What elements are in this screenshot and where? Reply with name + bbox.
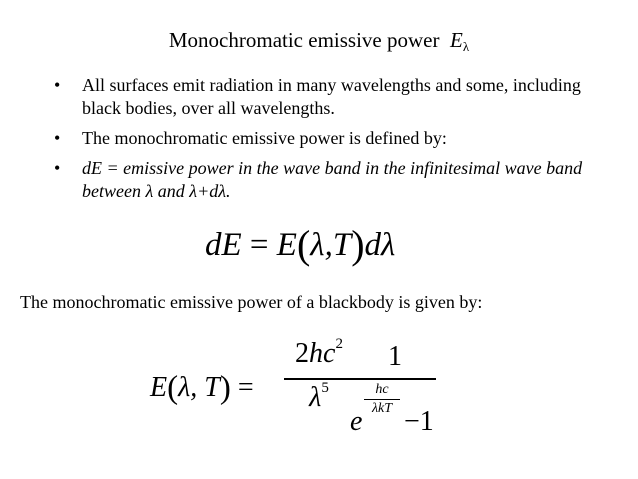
- eq1-lhs: dE: [205, 227, 242, 263]
- eq2-fraction-bar-2: [348, 378, 436, 380]
- bullet-marker: •: [54, 158, 61, 178]
- eq1-rparen: ): [351, 222, 365, 267]
- bullet-list: [54, 74, 624, 210]
- bullet-marker: •: [54, 128, 61, 148]
- eq1-tail: dλ: [364, 227, 396, 263]
- eq2-equals: =: [237, 372, 254, 403]
- title-text: Monochromatic emissive power: [168, 28, 440, 52]
- eq2-rparen: ): [219, 370, 231, 406]
- bullet-item-2: [54, 127, 624, 150]
- equation-planck: [150, 335, 450, 458]
- bullet-item-3: [54, 157, 624, 203]
- bullet-item-1: [54, 74, 624, 120]
- eq1-lparen: (: [296, 222, 311, 267]
- eq1-args: λ,T: [310, 227, 352, 263]
- eq2-num-vars: hc: [309, 338, 336, 369]
- eq2-exp-bar: [364, 399, 400, 400]
- eq2-exponent: [362, 382, 402, 417]
- eq2-den-var: λ: [309, 382, 322, 413]
- bullet-text: All surfaces emit radiation in many wavelengths and some, including black bodies, over all wavelengths.: [82, 75, 581, 118]
- eq2-fraction-bar: [284, 378, 354, 380]
- eq2-exp-num: hc: [375, 382, 389, 397]
- eq2-exp-den: λkT: [371, 401, 393, 416]
- blackbody-paragraph: The monochromatic emissive power of a blackbody is given by:: [20, 292, 483, 312]
- title-subscript: λ: [462, 39, 470, 54]
- slide-title: [0, 28, 638, 53]
- eq2-fraction-prefactor: [284, 335, 354, 413]
- eq2-numerator: [284, 335, 354, 370]
- bullet-text: The monochromatic emissive power is defined by:: [82, 128, 447, 148]
- eq1-fn: E: [276, 227, 297, 263]
- title-symbol: E: [449, 28, 463, 52]
- bullet-marker: •: [54, 75, 61, 95]
- eq2-one: 1: [388, 341, 402, 372]
- eq2-lhs: [150, 368, 254, 405]
- eq1-equals: =: [249, 227, 269, 263]
- eq2-denominator: [284, 379, 354, 414]
- bullet-text: dE = emissive power in the wave band in the infinitesimal wave band between λ and λ+dλ.: [82, 158, 583, 201]
- eq2-minus-one: −1: [404, 406, 434, 437]
- eq2-e: e: [350, 406, 363, 437]
- equation-definition: [205, 218, 395, 265]
- eq2-args: λ, T: [178, 372, 220, 403]
- eq2-lparen: (: [167, 370, 179, 406]
- eq2-den-power: 5: [321, 379, 329, 396]
- eq2-num-power: 2: [335, 335, 343, 352]
- eq2-fn: E: [150, 372, 168, 403]
- eq2-num-coeff: 2: [295, 338, 310, 369]
